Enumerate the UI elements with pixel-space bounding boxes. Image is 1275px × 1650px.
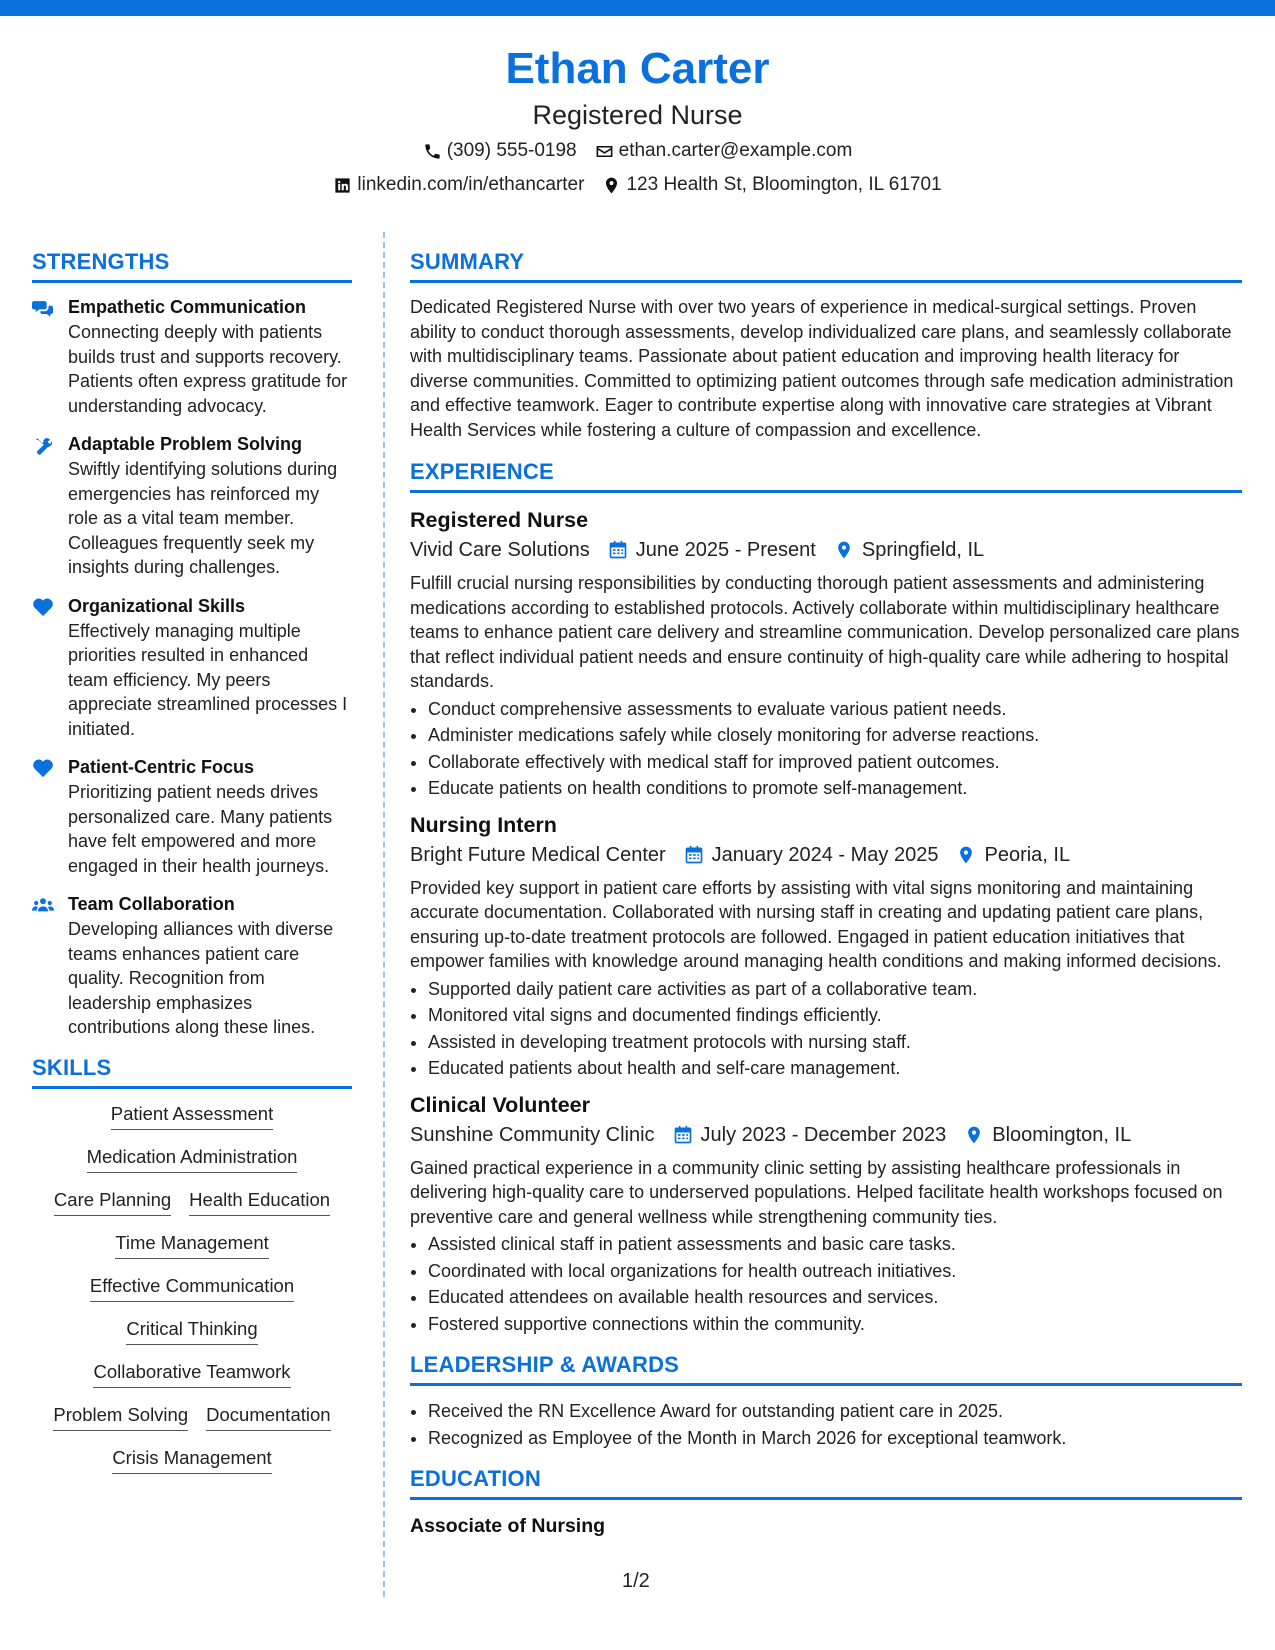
strength-title: Patient-Centric Focus <box>68 757 255 777</box>
job-location: Bloomington, IL <box>992 1123 1132 1146</box>
page-number: 1/2 <box>622 1570 650 1592</box>
column-divider <box>383 232 385 1597</box>
address-text: 123 Health St, Bloomington, IL 61701 <box>626 174 942 195</box>
strength-title: Team Collaboration <box>68 894 235 914</box>
skill-tag: Medication Administration <box>87 1144 298 1173</box>
strength-item <box>32 432 352 580</box>
strength-desc: Connecting deeply with patients builds trust and supports recovery. Patients often express gratitude for understanding advocacy. <box>68 322 348 416</box>
skill-tag: Problem Solving <box>53 1402 188 1431</box>
skill-tag: Care Planning <box>54 1187 171 1216</box>
tools-icon <box>32 436 54 455</box>
contact-email[interactable] <box>595 136 853 166</box>
education-degree: Associate of Nursing <box>410 1515 606 1537</box>
email-text: ethan.carter@example.com <box>618 140 853 161</box>
job-dates: July 2023 - December 2023 <box>700 1123 947 1146</box>
strength-item <box>32 295 352 418</box>
strength-desc: Developing alliances with diverse teams enhances patient care quality. Recognition from leadership emphasizes contributions along these lines. <box>68 919 334 1037</box>
bullet-item: • Assisted in developing treatment protocols with nursing staff. <box>428 1029 1242 1056</box>
skill-tag: Documentation <box>206 1402 330 1431</box>
job-meta <box>410 1120 1242 1150</box>
skill-tag: Health Education <box>189 1187 330 1216</box>
contact-linkedin[interactable] <box>333 170 584 200</box>
contact-phone <box>423 136 577 166</box>
bullet-item: • Received the RN Excellence Award for outstanding patient care in 2025. <box>428 1398 1242 1425</box>
right-column <box>410 248 1242 1540</box>
job-bullets <box>410 976 1242 1082</box>
job-bullets <box>410 1231 1242 1337</box>
skill-tag: Crisis Management <box>112 1445 271 1474</box>
leadership-heading: LEADERSHIP & AWARDS <box>410 1351 1242 1386</box>
top-accent-bar <box>0 0 1275 16</box>
strength-item <box>32 594 352 742</box>
bullet-item: • Supported daily patient care activities as part of a collaborative team. <box>428 976 1242 1003</box>
bullet-item: • Educate patients on health conditions to promote self-management. <box>428 775 1242 802</box>
experience-heading: EXPERIENCE <box>410 458 1242 493</box>
job-title: Clinical Volunteer <box>410 1092 590 1117</box>
job-company: Bright Future Medical Center <box>410 843 666 866</box>
skill-tag: Collaborative Teamwork <box>93 1359 290 1388</box>
comments-icon <box>32 299 54 318</box>
job-title: Registered Nurse <box>410 508 589 532</box>
strength-title: Adaptable Problem Solving <box>68 434 303 454</box>
bullet-item: • Coordinated with local organizations for health outreach initiatives. <box>428 1258 1242 1285</box>
skill-tag: Effective Communication <box>90 1273 294 1302</box>
calendar-icon <box>608 540 628 560</box>
strength-item <box>32 892 352 1040</box>
job-description: Fulfill crucial nursing responsibilities by conducting thorough patient assessments and administering medications according to established protocols. Actively collaborate within multidisciplinary healthcare teams to enhance patient care delivery and streamline communication. Develop personalized care plans that reflect individual patient needs and ensure continuity of high-quality care while adhering to hospital standards. <box>410 573 1240 691</box>
job-meta <box>410 840 1242 870</box>
calendar-icon <box>673 1125 693 1145</box>
summary-heading: SUMMARY <box>410 248 1242 283</box>
bullet-item: • Educated attendees on available health resources and services. <box>428 1284 1242 1311</box>
job-description: Provided key support in patient care efforts by assisting with vital signs monitoring and maintaining accurate documentation. Collaborated with nursing staff in creating and updating patient care plans, ensuring up-to-date treatment protocols are followed. Engaged in patient education initiatives that empower families with knowledge around managing health conditions and making informed decisions. <box>410 877 1222 971</box>
education-heading: EDUCATION <box>410 1465 1242 1500</box>
strength-desc: Effectively managing multiple priorities resulted in enhanced team efficiency. My peers appreciate streamlined processes I initiated. <box>68 620 348 739</box>
job-meta <box>410 535 1242 565</box>
map-pin-icon <box>834 540 854 560</box>
strength-desc: Prioritizing patient needs drives personalized care. Many patients have felt empowered and more engaged in their health journeys. <box>68 782 333 876</box>
job-company: Sunshine Community Clinic <box>410 1123 655 1146</box>
candidate-title: Registered Nurse <box>532 100 743 130</box>
job-title: Nursing Intern <box>410 812 557 837</box>
bullet-item: • Fostered supportive connections within the community. <box>428 1311 1242 1338</box>
strength-desc: Swiftly identifying solutions during emergencies has reinforced my role as a vital team member. Colleagues frequently seek my insights during challenges. <box>68 459 338 577</box>
calendar-icon <box>684 845 704 865</box>
contact-line-1 <box>0 136 1275 166</box>
job-company: Vivid Care Solutions <box>410 539 590 561</box>
job-entry <box>410 810 1242 1082</box>
bullet-item: • Administer medications safely while closely monitoring for adverse reactions. <box>428 722 1242 749</box>
contact-address <box>602 170 941 200</box>
leadership-bullets <box>410 1398 1242 1451</box>
skill-tag: Time Management <box>115 1230 269 1259</box>
job-dates: June 2025 - Present <box>635 539 816 561</box>
users-icon <box>32 896 54 915</box>
bullet-item: • Recognized as Employee of the Month in March 2026 for exceptional teamwork. <box>428 1425 1242 1452</box>
job-description: Gained practical experience in a community clinic setting by assisting healthcare professionals in delivering high-quality care to underserved populations. Helped facilitate health workshops focused on preventive care and general wellness while strengthening community ties. <box>410 1157 1223 1227</box>
skills-heading: SKILLS <box>32 1054 352 1089</box>
map-pin-icon <box>964 1125 984 1145</box>
job-dates: January 2024 - May 2025 <box>711 843 939 866</box>
skill-tag: Critical Thinking <box>126 1316 257 1345</box>
linkedin-text: linkedin.com/in/ethancarter <box>357 174 585 195</box>
strength-title: Organizational Skills <box>68 595 246 616</box>
resume-header <box>0 42 1275 200</box>
strength-item <box>32 755 352 878</box>
skill-tag: Patient Assessment <box>111 1101 273 1130</box>
candidate-name: Ethan Carter <box>505 44 770 93</box>
job-location: Peoria, IL <box>984 843 1071 866</box>
left-column <box>32 248 352 1488</box>
job-location: Springfield, IL <box>861 539 985 561</box>
envelope-icon <box>595 142 614 161</box>
job-entry <box>410 505 1242 802</box>
strength-title: Empathetic Communication <box>68 297 307 317</box>
bullet-item: • Assisted clinical staff in patient assessments and basic care tasks. <box>428 1231 1242 1258</box>
phone-text: (309) 555-0198 <box>446 140 577 161</box>
heart-icon <box>32 759 54 778</box>
phone-icon <box>423 142 442 161</box>
heart-icon <box>32 598 54 617</box>
bullet-item: • Collaborate effectively with medical staff for improved patient outcomes. <box>428 749 1242 776</box>
linkedin-icon <box>333 176 352 195</box>
bullet-item: • Monitored vital signs and documented findings efficiently. <box>428 1002 1242 1029</box>
map-pin-icon <box>602 176 621 195</box>
contact-line-2 <box>0 170 1275 200</box>
strengths-heading: STRENGTHS <box>32 248 352 283</box>
job-bullets <box>410 696 1242 802</box>
bullet-item: • Educated patients about health and self-care management. <box>428 1055 1242 1082</box>
summary-text: Dedicated Registered Nurse with over two years of experience in medical-surgical settings. Proven ability to conduct thorough assessments, develop individualized care plans, and seamlessly collaborate with multidisciplinary teams. Passionate about patient education and improving health literacy for diverse communities. Committed to optimizing patient outcomes through safe medication administration and effective teamwork. Eager to contribute expertise along with innovative care strategies at Vibrant Health Services while fostering a culture of compassion and excellence. <box>410 297 1234 440</box>
map-pin-icon <box>956 845 976 865</box>
job-entry <box>410 1090 1242 1338</box>
skills-list <box>32 1101 352 1474</box>
bullet-item: • Conduct comprehensive assessments to evaluate various patient needs. <box>428 696 1242 723</box>
